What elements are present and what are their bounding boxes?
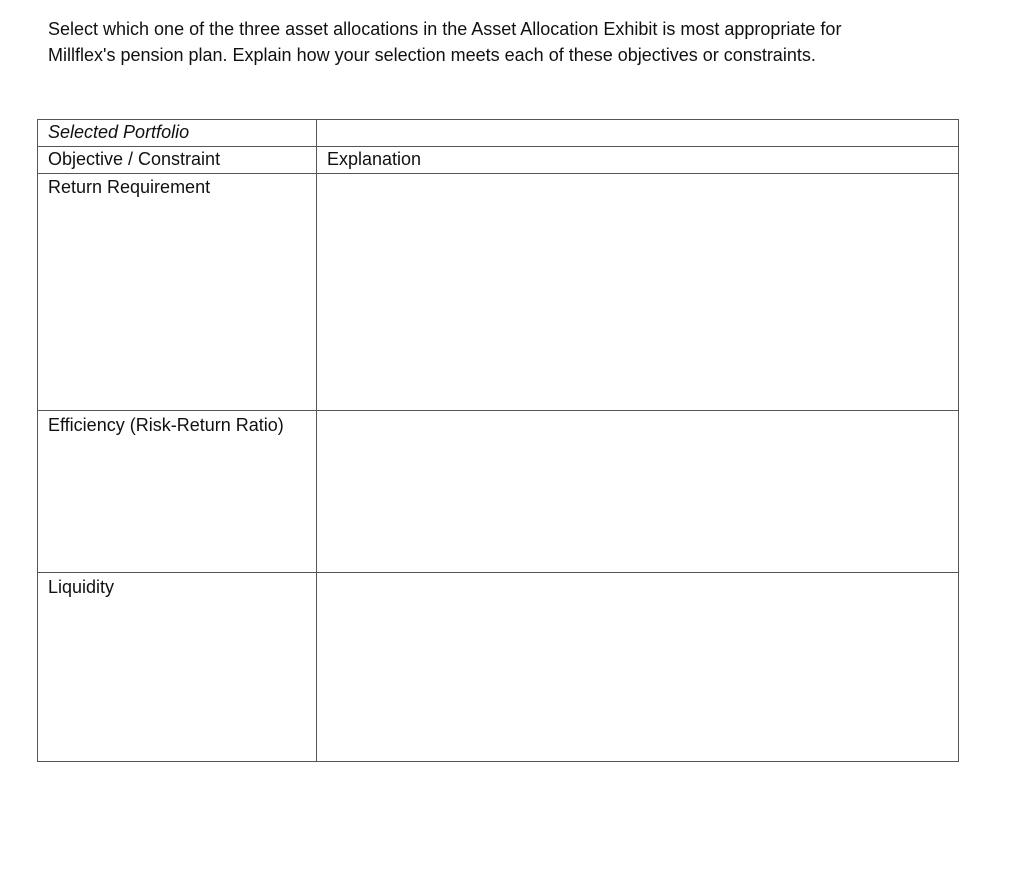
selected-portfolio-row <box>38 120 959 147</box>
explanation-header: Explanation <box>317 147 959 174</box>
column-header-row <box>38 147 959 174</box>
return-requirement-label: Return Requirement <box>38 174 317 411</box>
return-requirement-explanation[interactable] <box>317 174 959 411</box>
table-row <box>38 174 959 411</box>
efficiency-explanation[interactable] <box>317 411 959 573</box>
selected-portfolio-input[interactable] <box>317 120 959 147</box>
objective-constraint-header: Objective / Constraint <box>38 147 317 174</box>
prompt-line-1: Select which one of the three asset allocations in the Asset Allocation Exhibit is most appropriate for <box>48 19 842 39</box>
table-row <box>38 411 959 573</box>
liquidity-explanation[interactable] <box>317 573 959 762</box>
selected-portfolio-label: Selected Portfolio <box>38 120 317 147</box>
prompt-line-2: Millflex's pension plan. Explain how your selection meets each of these objectives or constraints. <box>48 45 816 65</box>
question-prompt <box>48 16 968 68</box>
answer-table <box>37 119 959 762</box>
table-row <box>38 573 959 762</box>
efficiency-label: Efficiency (Risk-Return Ratio) <box>38 411 317 573</box>
liquidity-label: Liquidity <box>38 573 317 762</box>
